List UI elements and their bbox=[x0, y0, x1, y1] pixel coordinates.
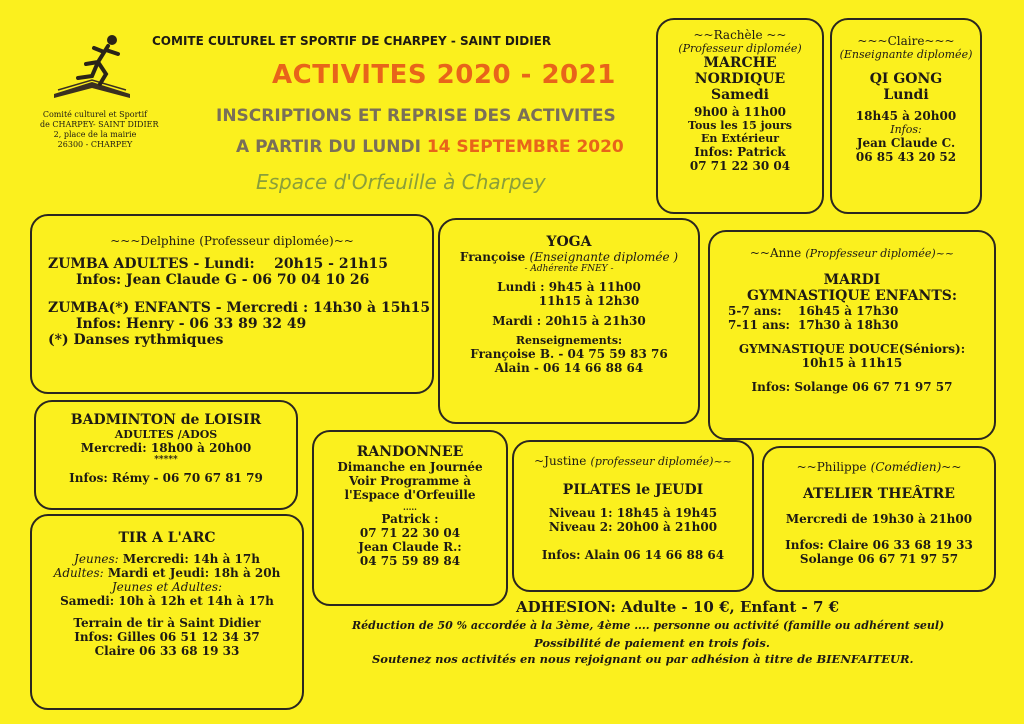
zumba-adult-title: ZUMBA ADULTES - Lundi: bbox=[48, 256, 255, 272]
subtitle-1: INSCRIPTIONS ET REPRISE DES ACTIVITES bbox=[216, 106, 616, 126]
contact-label: Renseignements: bbox=[515, 334, 623, 347]
activity-audience: ADULTES /ADOS bbox=[114, 428, 218, 441]
age-group: 5-7 ans: bbox=[728, 304, 782, 318]
activity-note: Voir Programme à bbox=[348, 474, 472, 488]
activity-title: YOGA bbox=[546, 234, 592, 250]
contact-info: Infos: Alain 06 14 66 88 64 bbox=[541, 548, 725, 562]
activity-title: MARCHE bbox=[703, 55, 777, 71]
contact-name: Jean Claude C. bbox=[856, 136, 956, 150]
contact-info: Infos: Gilles 06 51 12 34 37 bbox=[74, 630, 260, 644]
contact-info: Infos: Rémy - 06 70 67 81 79 bbox=[69, 471, 263, 485]
activity-title: RANDONNEE bbox=[356, 444, 464, 460]
activity-title: GYMNASTIQUE ENFANTS: bbox=[746, 288, 958, 304]
audience-label: Jeunes: bbox=[74, 552, 119, 566]
contact-name: Jean Claude R.: bbox=[358, 540, 462, 554]
zumba-note: (*) Danses rythmiques bbox=[48, 332, 224, 348]
contact-phone: 06 85 43 20 52 bbox=[855, 150, 957, 164]
card-qi-gong bbox=[830, 18, 982, 214]
activity-time: Mardi : 20h15 à 21h30 bbox=[492, 314, 646, 328]
support-note: Soutenez nos activités en nous rejoignant ou par adhésion à titre de BIENFAITEUR. bbox=[372, 652, 914, 666]
reduction-note: Réduction de 50 % accordée à la 3ème, 4ème .... personne ou activité (famille ou adhérent seul) bbox=[352, 619, 945, 632]
teacher-name: ~~Rachèle ~~ bbox=[693, 28, 787, 42]
teacher-role: (Professeur diplomée)~~ bbox=[199, 234, 354, 248]
teacher-role: (Propfesseur diplomée)~~ bbox=[805, 247, 955, 260]
venue: Espace d'Orfeuille à Charpey bbox=[256, 170, 546, 194]
activity-time: 10h15 à 11h15 bbox=[801, 356, 903, 370]
activity-title: NORDIQUE bbox=[694, 71, 786, 87]
card-pilates bbox=[512, 440, 754, 592]
zumba-kids-info: Infos: Henry - 06 33 89 32 49 bbox=[76, 316, 307, 332]
activity-title: TIR A L'ARC bbox=[118, 530, 216, 546]
teacher-membership: - Adhérente FNEY - bbox=[524, 264, 614, 274]
card-randonnee bbox=[312, 430, 508, 606]
activity-time: 11h15 à 12h30 bbox=[538, 294, 640, 308]
audience-label: Jeunes et Adultes: bbox=[111, 580, 223, 594]
card-tir-a-l-arc bbox=[30, 514, 304, 710]
logo-line: 26300 - CHARPEY bbox=[57, 140, 133, 149]
decoration: ~~ bbox=[941, 460, 962, 474]
card-gymnastique bbox=[708, 230, 996, 440]
contact-name: Patrick : bbox=[381, 512, 439, 526]
runner-book-icon bbox=[48, 32, 136, 104]
card-theatre bbox=[762, 446, 996, 592]
contact-phone: 07 71 22 30 04 bbox=[359, 526, 461, 540]
teacher-name: ~Justine bbox=[534, 454, 587, 468]
zumba-kids-title: ZUMBA(*) ENFANTS - Mercredi : 14h30 à 15h15 bbox=[48, 300, 431, 316]
logo-line: Comité culturel et Sportif bbox=[42, 110, 148, 119]
teacher-name: ~~Anne bbox=[749, 246, 802, 260]
activity-time: Mercredi de 19h30 à 21h00 bbox=[785, 512, 973, 526]
teacher-name: Françoise bbox=[459, 250, 526, 264]
activity-time: Niveau 1: 18h45 à 19h45 bbox=[548, 506, 718, 520]
activity-location: Terrain de tir à Saint Didier bbox=[73, 616, 261, 630]
activity-day: MARDI bbox=[823, 272, 881, 288]
activity-note: Tous les 15 jours bbox=[688, 119, 792, 132]
activity-time: Niveau 2: 20h00 à 21h00 bbox=[548, 520, 718, 534]
logo-line: de CHARPEY- SAINT DIDIER bbox=[40, 120, 159, 129]
contact-info: Infos: Solange 06 67 71 97 57 bbox=[751, 380, 953, 394]
activity-time: 9h00 à 11h00 bbox=[693, 105, 787, 119]
audience-label: Adultes: bbox=[53, 566, 104, 580]
teacher-role: (Enseignante diplomée ) bbox=[529, 250, 679, 264]
activity-time: Mardi et Jeudi: 18h à 20h bbox=[107, 566, 281, 580]
contact-info: Solange 06 67 71 97 57 bbox=[799, 552, 959, 566]
contact-info: Infos: Claire 06 33 68 19 33 bbox=[785, 538, 973, 552]
teacher-role: (Comédien) bbox=[870, 460, 942, 474]
contact-phone: Françoise B. - 04 75 59 83 76 bbox=[470, 347, 668, 361]
subtitle-2-prefix: A PARTIR DU LUNDI bbox=[236, 137, 427, 157]
contact-phone: 04 75 59 89 84 bbox=[359, 554, 461, 568]
teacher-name: ~~~Claire~~~ bbox=[857, 34, 955, 48]
activity-time: 18h45 à 20h00 bbox=[855, 109, 957, 123]
contact-info: Claire 06 33 68 19 33 bbox=[94, 644, 240, 658]
teacher-name: ~~~Delphine bbox=[110, 234, 196, 248]
logo bbox=[48, 32, 136, 104]
org-line: COMITE CULTUREL ET SPORTIF DE CHARPEY - SAINT DIDIER bbox=[152, 34, 552, 48]
payment-note: Possibilité de paiement en trois fois. bbox=[534, 636, 770, 650]
age-group: 7-11 ans: bbox=[728, 318, 790, 332]
teacher-role: (professeur diplomée)~~ bbox=[590, 455, 732, 468]
separator: ***** bbox=[154, 455, 178, 465]
subtitle-2 bbox=[236, 137, 624, 157]
activity-title: ATELIER THEÂTRE bbox=[803, 486, 955, 502]
page-title: ACTIVITES 2020 - 2021 bbox=[272, 60, 616, 90]
logo-address bbox=[40, 110, 159, 150]
activity-time: 16h45 à 17h30 bbox=[798, 304, 899, 318]
activity-title: BADMINTON de LOISIR bbox=[70, 412, 262, 428]
adhesion: ADHESION: Adulte - 10 €, Enfant - 7 € bbox=[516, 598, 840, 616]
separator: ..... bbox=[403, 502, 417, 512]
card-zumba bbox=[30, 214, 434, 394]
card-yoga bbox=[438, 218, 700, 424]
activity-title: QI GONG bbox=[869, 71, 943, 87]
activity-time: Lundi : 9h45 à 11h00 bbox=[497, 280, 641, 294]
activity-time: Mercredi: 18h00 à 20h00 bbox=[80, 441, 252, 455]
zumba-adult-time: 20h15 - 21h15 bbox=[274, 256, 389, 272]
activity-title: PILATES le JEUDI bbox=[562, 482, 704, 498]
teacher-role: (Enseignante diplomée) bbox=[839, 48, 973, 61]
zumba-adult-info: Infos: Jean Claude G - 06 70 04 10 26 bbox=[76, 272, 370, 288]
card-marche-nordique bbox=[656, 18, 824, 214]
teacher-role: (Professeur diplomée) bbox=[678, 42, 802, 55]
contact-phone: 07 71 22 30 04 bbox=[689, 159, 791, 173]
activity-day: Samedi bbox=[710, 87, 769, 103]
activity-day: Lundi bbox=[883, 87, 929, 103]
start-date: 14 SEPTEMBRE 2020 bbox=[426, 137, 624, 157]
contact-phone: Alain - 06 14 66 88 64 bbox=[494, 361, 644, 375]
activity-time: Mercredi: 14h à 17h bbox=[122, 552, 260, 566]
card-badminton bbox=[34, 400, 298, 510]
activity-time: 17h30 à 18h30 bbox=[798, 318, 899, 332]
activity-note: En Extérieur bbox=[701, 132, 779, 145]
activity-time: Samedi: 10h à 12h et 14h à 17h bbox=[60, 594, 274, 608]
logo-line: 2, place de la mairie bbox=[53, 130, 137, 139]
contact-label: Infos: bbox=[890, 123, 922, 136]
activity-note: l'Espace d'Orfeuille bbox=[344, 488, 476, 502]
contact-info: Infos: Patrick bbox=[694, 145, 786, 159]
teacher-name: ~~Philippe bbox=[796, 460, 867, 474]
activity-time: Dimanche en Journée bbox=[337, 460, 483, 474]
activity-title: GYMNASTIQUE DOUCE(Séniors): bbox=[738, 342, 966, 356]
